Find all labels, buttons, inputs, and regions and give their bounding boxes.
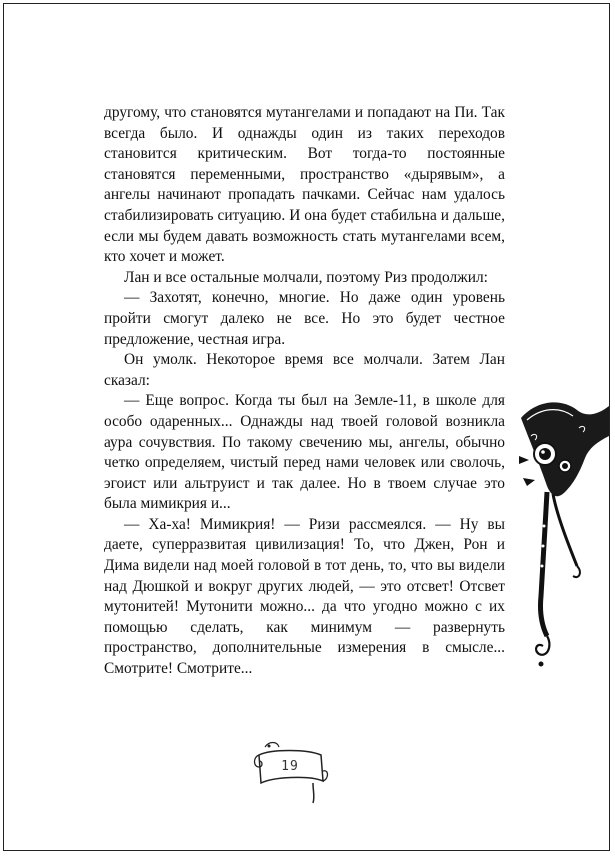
paragraph-1: другому, что становятся мутангелами и попадают на Пи. Так всегда было. И однажды один из таких переходов становится критическим. Вот тогда-то постоянные становятся переменными, пространство «дырявым», а ангелы начинают пропадать пачками. Сейчас нам удалось стабилизировать ситуацию. И она будет стабильна и дальше, если мы будем давать возможность стать мутангелами всем, кто хочет и может. (104, 104, 505, 266)
paragraph-6: — Ха-ха! Мимикрия! — Ризи рассмеялся. — Ну вы даете, суперразвитая цивилизация! То, что Джен, Рон и Дима видели над моей головой в тот день, то, что вы видели над Дюшкой и вокруг других людей, — это отсвет! Отсвет мутонитей! Мутонити можно... да что угодно можно с их помощью сделать, как минимум — развернуть пространство, дополнительные измерения в смысле... Смотрите! Смотрите... (104, 515, 505, 678)
book-page (3, 3, 610, 851)
page-number: 19 (281, 759, 299, 774)
body-text (104, 103, 505, 680)
paragraph-4: Он умолк. Некоторое время все молчали. Затем Лан сказал: (104, 351, 505, 389)
page-number-banner (251, 737, 329, 807)
paragraph-5: — Еще вопрос. Когда ты был на Земле-11, в школе для особо одаренных... Однажды над твоей головой возникла аура сочувствия. По такому свечению мы, ангелы, обычно четко определяем, чистый перед нами человек или сволочь, эгоист или альтруист и так далее. Но в твоем случае это была мимикрия и... (104, 392, 505, 513)
paragraph-3: — Захотят, конечно, многие. Но даже один уровень пройти смогут далеко не все. Но это будет честное предложение, честная игра. (104, 289, 505, 348)
paragraph-2: Лан и все остальные молчали, поэтому Риз продолжил: (124, 268, 488, 286)
creature-ornament-icon (517, 396, 609, 676)
